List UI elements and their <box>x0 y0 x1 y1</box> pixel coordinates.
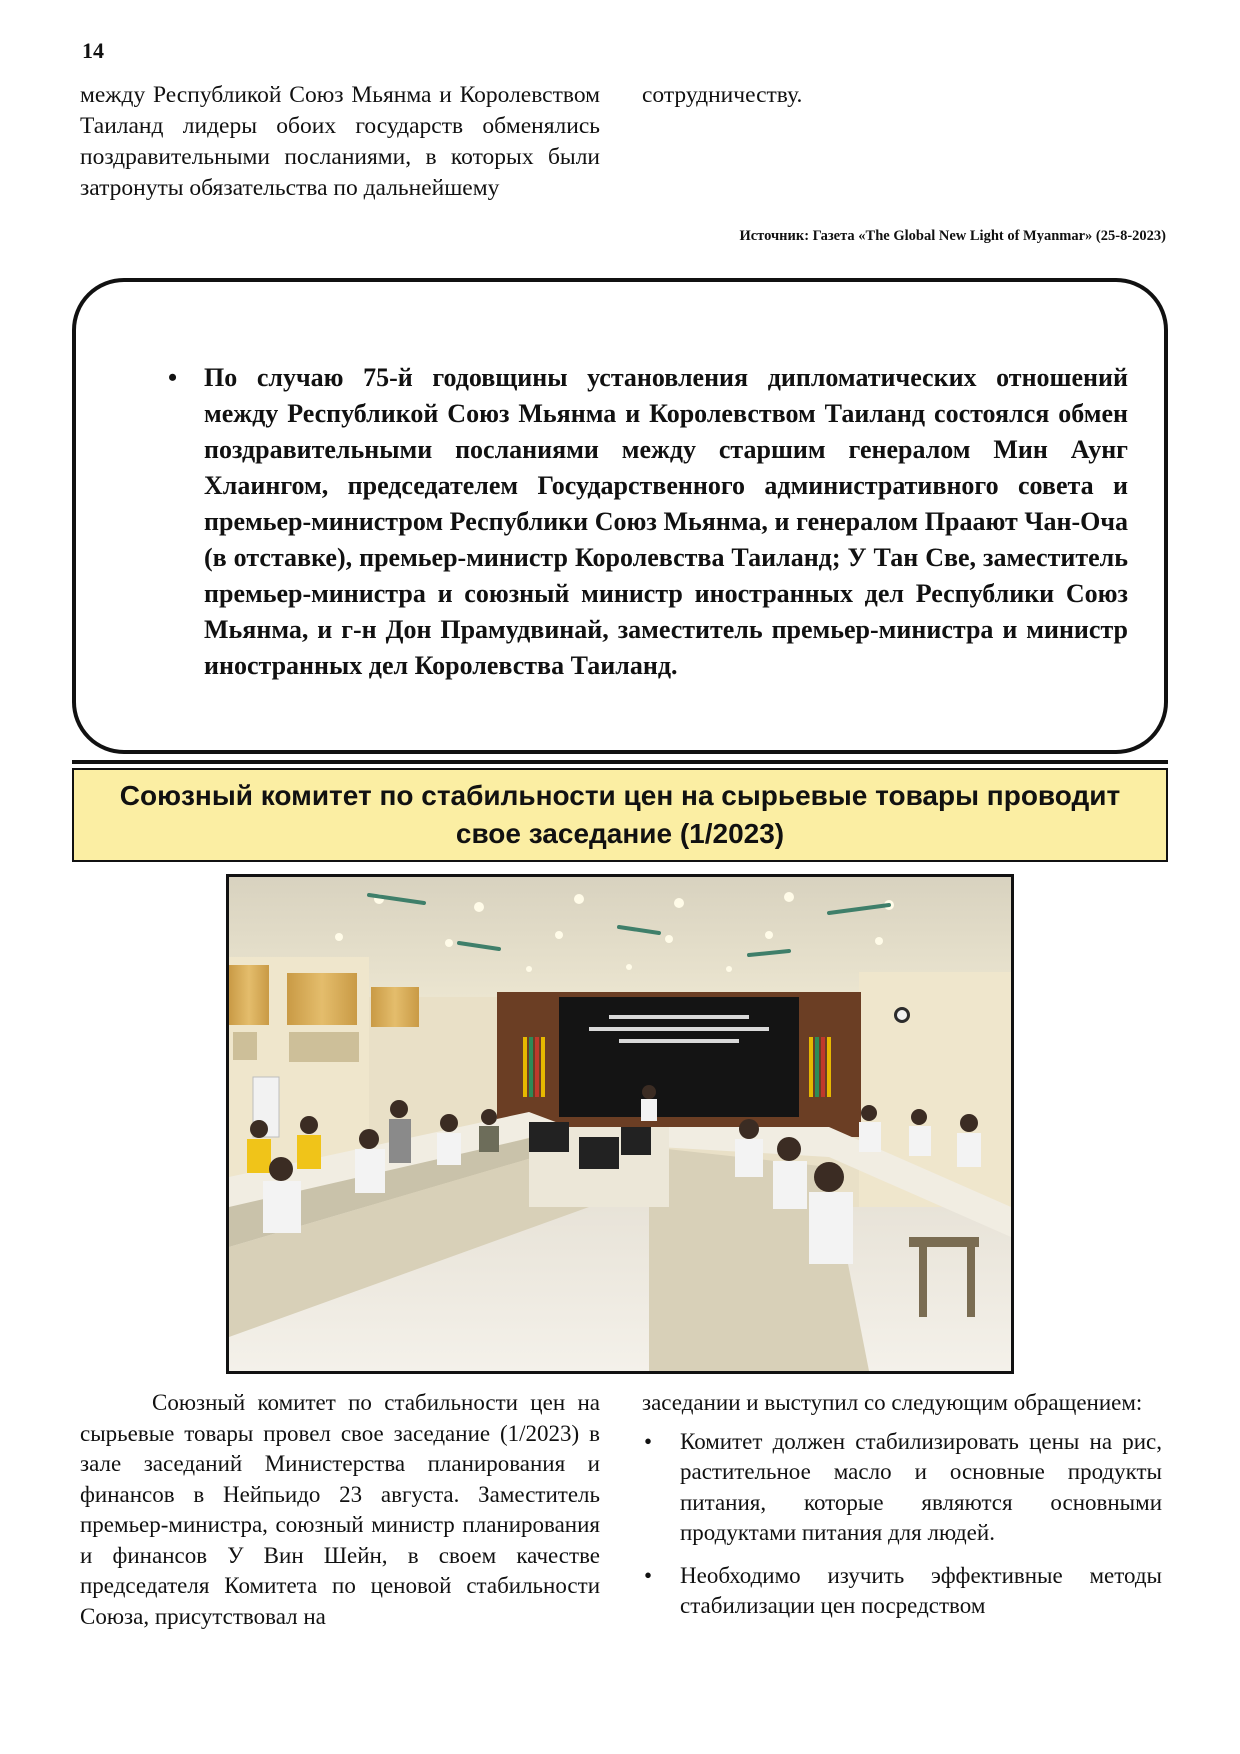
top-right-column <box>642 80 1162 111</box>
highlight-list <box>138 360 1128 684</box>
page-number: 14 <box>82 38 104 63</box>
body-left-column <box>80 1388 600 1632</box>
list-item-text: Комитет должен стабилизировать цены на рис, растительное масло и основные продукты питания, которые являются основными продуктами питания для людей. <box>680 1428 1162 1545</box>
list-item <box>642 1561 1162 1622</box>
body-intro: заседании и выступил со следующим обращением: <box>642 1390 1143 1415</box>
highlight-text: По случаю 75-й годовщины установления дипломатических отношений между Республикой Союз Мьянма и Королевством Таиланд состоялся обмен поздравительными посланиями между старшим генералом Мин Аунг Хлаингом, председателем Государственного административного совета и премьер-министром Республики Союз Мьянма, и генералом Праают Чан-Оча (в отставке), премьер-министр Королевства Таиланд; У Тан Све, заместитель премьер-министра и союзный министр иностранных дел Республики Союз Мьянма, и г-н Дон Прамудвинай, заместитель премьер-министра и министр иностранных дел Королевства Таиланд. <box>204 363 1128 680</box>
highlight-item <box>138 360 1128 684</box>
bullet-icon: • <box>644 1562 653 1588</box>
paragraph-end: сотрудничеству. <box>642 82 803 108</box>
address-points-list <box>642 1427 1162 1622</box>
body-right-column <box>642 1388 1162 1634</box>
meeting-photo <box>226 874 1014 1374</box>
list-item <box>642 1427 1162 1549</box>
source-citation: Источник: Газета «The Global New Light of Myanmar» (25-8-2023) <box>739 228 1166 244</box>
section-title: Союзный комитет по стабильности цен на сырьевые товары проводит свое заседание (1/2023) <box>72 768 1168 862</box>
top-left-column <box>80 80 600 204</box>
section-divider <box>72 760 1168 764</box>
bullet-icon: • <box>168 363 178 392</box>
bullet-icon: • <box>644 1428 653 1454</box>
body-paragraph: Союзный комитет по стабильности цен на сырьевые товары провел свое заседание (1/2023) в зале заседаний Министерства планирования и финансов в Нейпьидо 23 августа. Заместитель премьер-министра, союзный министр планирования и финансов У Вин Шейн, в своем качестве председателя Комитета по ценовой стабильности Союза, присутствовал на <box>80 1390 600 1629</box>
highlight-box <box>72 278 1168 754</box>
paragraph-continuation: между Республикой Союз Мьянма и Королевством Таиланд лидеры обоих государств обменялись поздравительными посланиями, в которых были затронуты обязательства по дальнейшему <box>80 82 600 201</box>
list-item-text: Необходимо изучить эффективные методы стабилизации цен посредством <box>680 1562 1162 1618</box>
